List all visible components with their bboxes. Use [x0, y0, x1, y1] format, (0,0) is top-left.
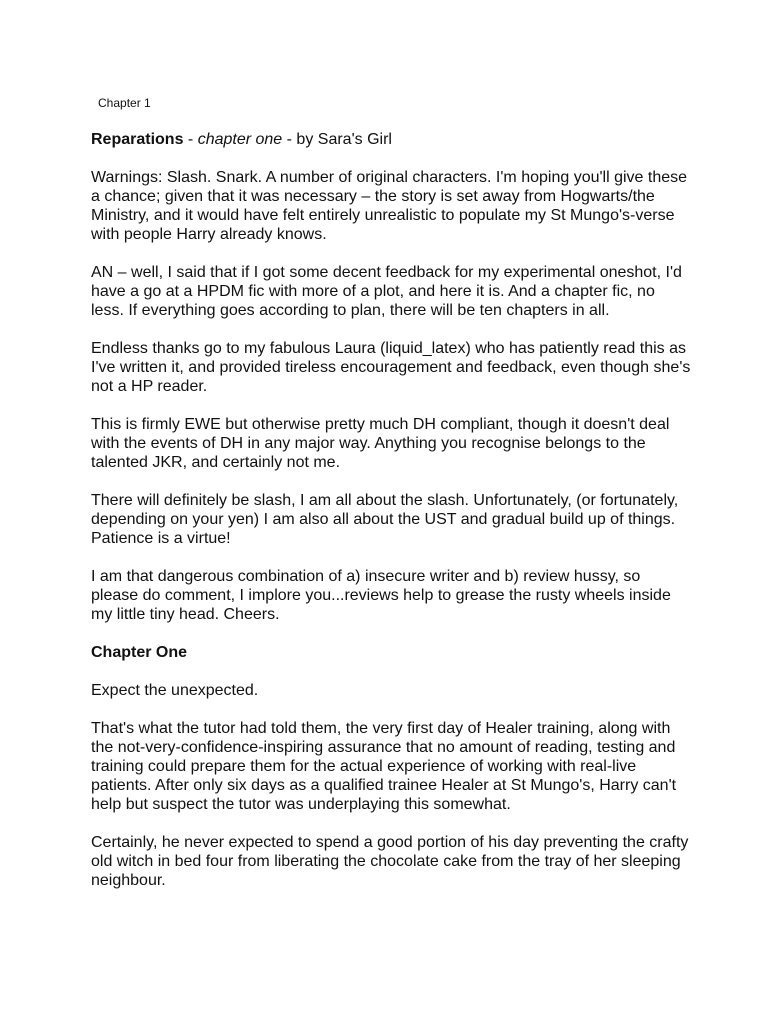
chapter-paragraph: That's what the tutor had told them, the very first day of Healer training, along with the not-very-confidence-inspiring assurance that no amount of reading, testing and training could prepare them for the actual experience of working with real-live patients. After only six days as a qualified trainee Healer at St Mungo's, Harry can't help but suspect the tutor was underplaying this somewhat. — [91, 720, 677, 813]
author-byline: by Sara's Girl — [296, 131, 392, 148]
chapter-heading-line — [91, 643, 691, 662]
story-title: Reparations — [91, 131, 184, 148]
chapter-paragraph: Certainly, he never expected to spend a good portion of his day preventing the crafty old witch in bed four from liberating the chocolate cake from the tray of her sleeping neighbour. — [91, 834, 689, 889]
chapter-paragraph: Expect the unexpected. — [91, 682, 259, 699]
title-separator: - — [183, 131, 198, 148]
document-body — [91, 130, 691, 909]
chapter-subtitle: chapter one — [197, 131, 283, 148]
title-separator: - — [282, 131, 297, 148]
author-note-paragraph: AN – well, I said that if I got some decent feedback for my experimental oneshot, I'd have a go at a HPDM fic with more of a plot, and here it is. And a chapter fic, no less. If everything goes according to plan, there will be ten chapters in all. — [91, 264, 682, 319]
title-line — [91, 130, 691, 149]
review-paragraph: I am that dangerous combination of a) insecure writer and b) review hussy, so please do comment, I implore you...reviews help to grease the rusty wheels inside my little tiny head. Cheers. — [91, 568, 671, 623]
slash-paragraph: There will definitely be slash, I am all about the slash. Unfortunately, (or fortunately, depending on your yen) I am also all about the UST and gradual build up of things. Patience is a virtue! — [91, 492, 679, 547]
chapter-label: Chapter 1 — [98, 96, 151, 110]
disclaimer-paragraph: This is firmly EWE but otherwise pretty much DH compliant, though it doesn't deal with the events of DH in any major way. Anything you recognise belongs to the talented JKR, and certainly not me. — [91, 416, 670, 471]
warnings-paragraph: Warnings: Slash. Snark. A number of original characters. I'm hoping you'll give these a chance; given that it was necessary – the story is set away from Hogwarts/the Ministry, and it would have felt entirely unrealistic to populate my St Mungo's-verse with people Harry already knows. — [91, 169, 688, 243]
thanks-paragraph: Endless thanks go to my fabulous Laura (liquid_latex) who has patiently read this as I've written it, and provided tireless encouragement and feedback, even though she's not a HP reader. — [91, 340, 691, 395]
chapter-heading: Chapter One — [91, 644, 188, 661]
